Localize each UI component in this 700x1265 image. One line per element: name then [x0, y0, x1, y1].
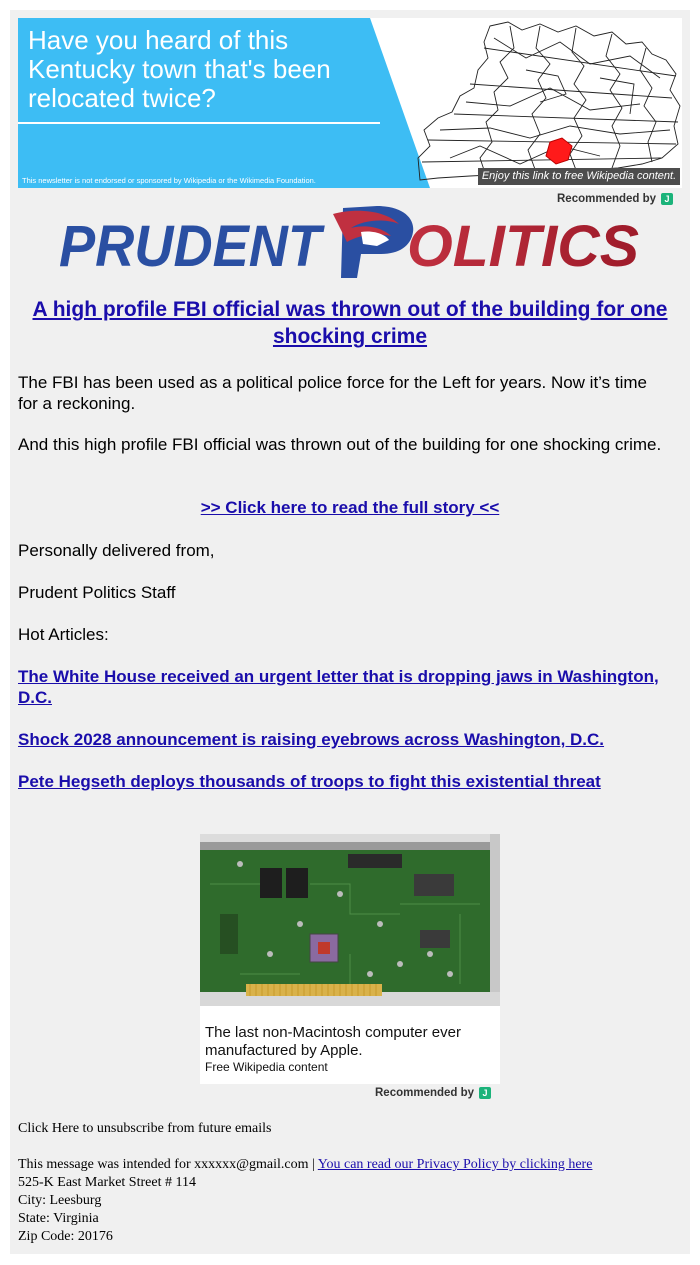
hot-article-link[interactable]: Shock 2028 announcement is raising eyebrows across Washington, D.C.	[18, 730, 605, 749]
article-headline-link[interactable]: A high profile FBI official was thrown out of the building for one shocking crime	[32, 298, 668, 348]
ad-title: The last non-Macintosh computer ever manufactured by Apple.	[205, 1024, 461, 1059]
read-full-story-link[interactable]: >> Click here to read the full story <<	[200, 498, 500, 517]
jeeng-logo-icon: J	[479, 1087, 491, 1099]
recommended-by-label: Recommended by	[375, 1087, 475, 1099]
intro-paragraph: The FBI has been used as a political police force for the Left for years. Now it’s time for a reckoning.	[18, 373, 647, 413]
privacy-policy-link[interactable]: You can read our Privacy Policy by clicking here	[317, 1157, 593, 1172]
email-body	[10, 10, 690, 1254]
state-line: State: Virginia	[18, 1211, 99, 1226]
recommended-by-label: Recommended by	[557, 193, 657, 205]
hot-articles-label: Hot Articles:	[18, 625, 109, 644]
prudent-politics-logo	[55, 202, 645, 286]
unsubscribe-link[interactable]: Click Here to unsubscribe from future emails	[18, 1121, 272, 1136]
signoff-text: Personally delivered from,	[18, 541, 215, 560]
recommended-by-badge[interactable]	[375, 1087, 491, 1099]
wikipedia-banner-ad[interactable]	[18, 18, 682, 188]
intended-for-text: This message was intended for xxxxxx@gmail.com |	[18, 1157, 318, 1172]
banner-disclaimer: This newsletter is not endorsed or sponsored by Wikipedia or the Wikimedia Foundation.	[22, 176, 316, 185]
banner-headline: Have you heard of this Kentucky town that's been relocated twice?	[28, 25, 331, 113]
hot-article-link[interactable]: The White House received an urgent letter that is dropping jaws in Washington, D.C.	[18, 667, 659, 707]
ad-subtitle: Free Wikipedia content	[205, 1060, 328, 1074]
staff-signature: Prudent Politics Staff	[18, 583, 176, 602]
hot-article-link[interactable]: Pete Hegseth deploys thousands of troops to fight this existential threat	[18, 772, 601, 791]
wikipedia-content-ad[interactable]	[200, 834, 500, 1084]
hook-paragraph: And this high profile FBI official was thrown out of the building for one shocking crime.	[18, 435, 662, 454]
banner-divider	[18, 122, 380, 124]
kentucky-county-map	[390, 18, 682, 188]
circuit-board-image	[200, 834, 500, 1006]
intended-for-line	[18, 1156, 592, 1174]
logo-word-prudent: PRUDENT	[59, 214, 326, 279]
address-line: 525-K East Market Street # 114	[18, 1175, 196, 1190]
city-line: City: Leesburg	[18, 1193, 102, 1208]
eagle-p-icon	[333, 206, 413, 278]
banner-cta: Enjoy this link to free Wikipedia content.	[478, 168, 680, 185]
jeeng-logo-icon: J	[661, 193, 673, 205]
logo-word-olitics: OLITICS	[407, 214, 640, 279]
zip-line: Zip Code: 20176	[18, 1229, 113, 1244]
